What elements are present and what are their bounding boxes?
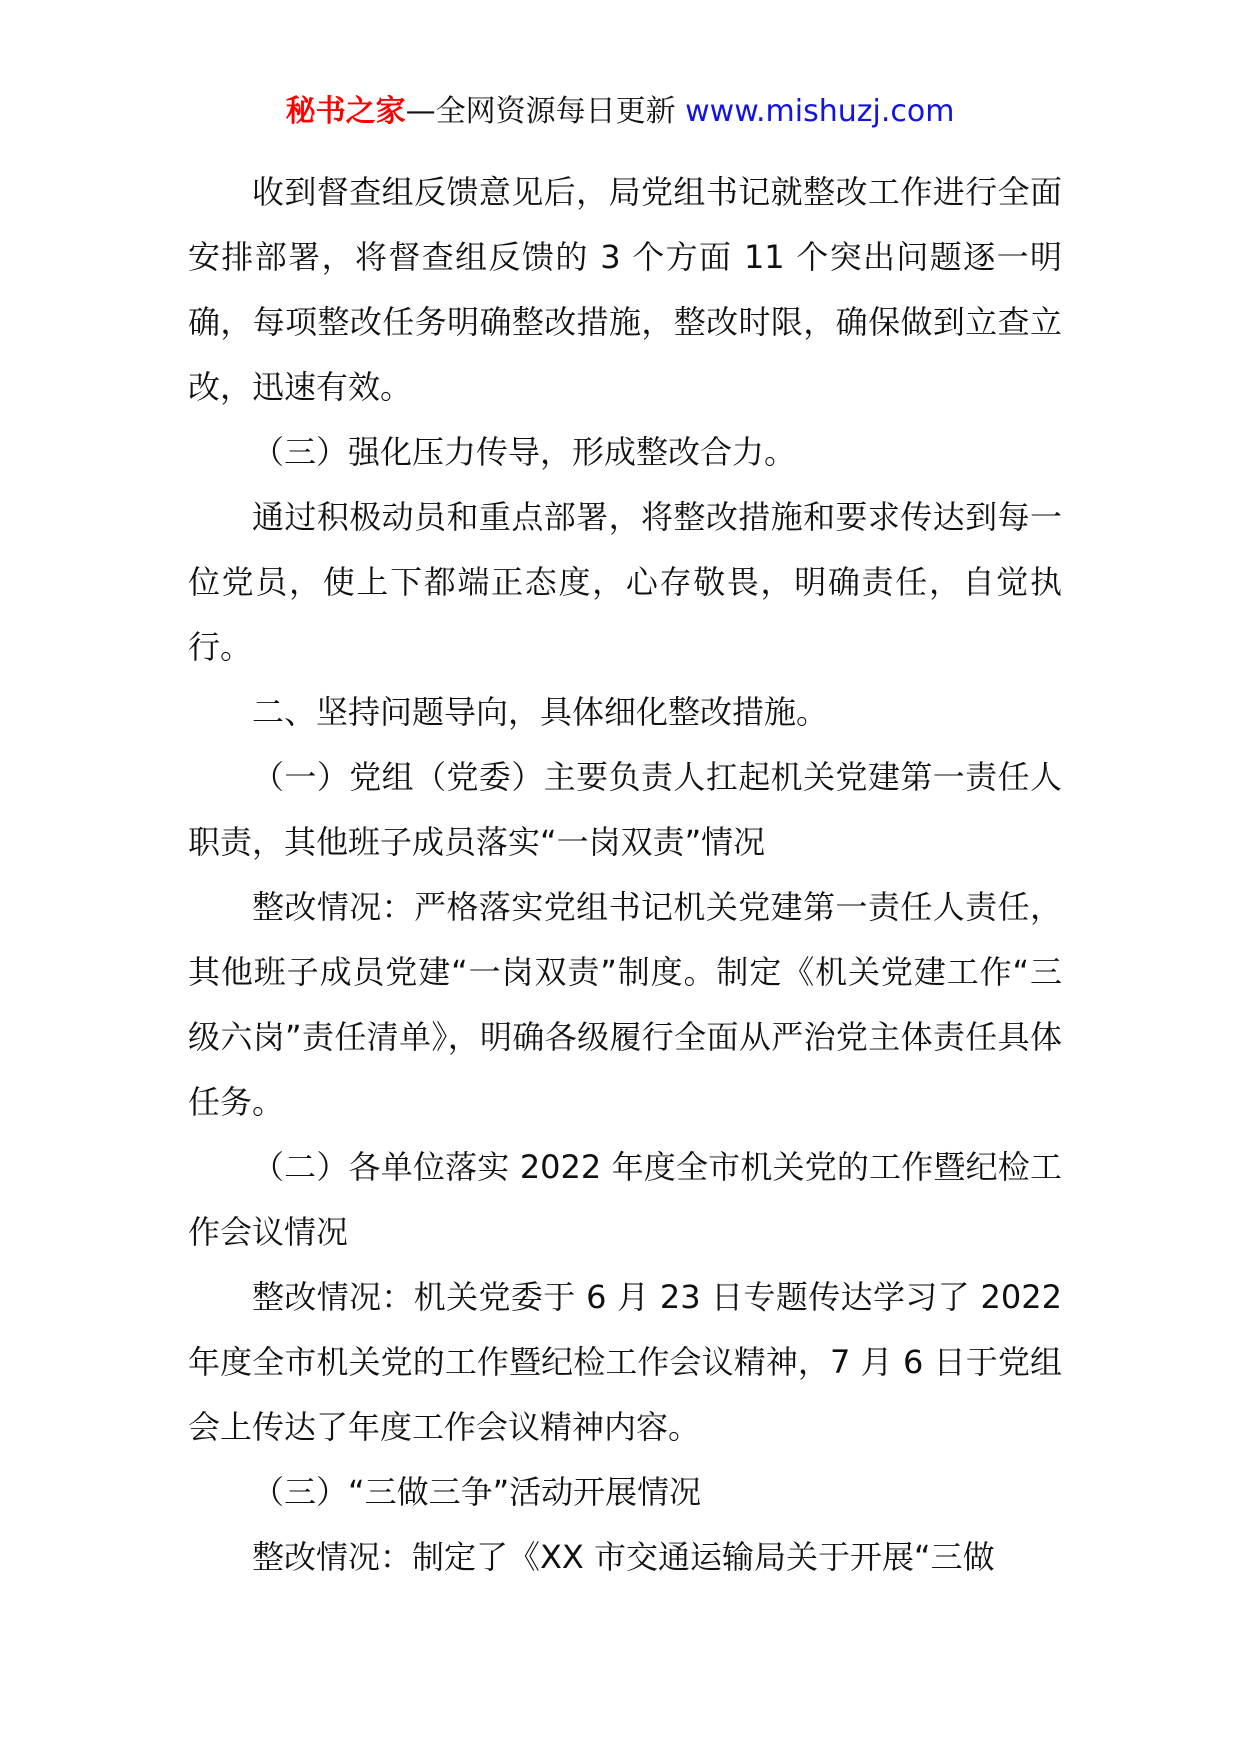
section-heading: （二）各单位落实 2022 年度全市机关党的工作暨纪检工作会议情况 bbox=[188, 1148, 1062, 1251]
section-heading: （三）“三做三争”活动开展情况 bbox=[252, 1473, 702, 1511]
page-header bbox=[0, 92, 1240, 132]
section-heading: （三）强化压力传导，形成整改合力。 bbox=[252, 433, 797, 471]
document-body bbox=[188, 160, 1062, 1590]
paragraph: 整改情况：机关党委于 6 月 23 日专题传达学习了 2022 年度全市机关党的工作暨纪检工作会议精神，7 月 6 日于党组会上传达了年度工作会议精神内容。 bbox=[188, 1278, 1062, 1446]
paragraph: 通过积极动员和重点部署，将整改措施和要求传达到每一位党员，使上下都端正态度，心存敬畏，明确责任，自觉执行。 bbox=[188, 498, 1062, 666]
header-tagline: —全网资源每日更新 bbox=[405, 94, 686, 129]
paragraph: 整改情况：严格落实党组书记机关党建第一责任人责任，其他班子成员党建“一岗双责”制度。制定《机关党建工作“三级六岗”责任清单》，明确各级履行全面从严治党主体责任具体任务。 bbox=[188, 888, 1062, 1121]
paragraph: 整改情况：制定了《XX 市交通运输局关于开展“三做 bbox=[252, 1538, 995, 1576]
brand-name: 秘书之家 bbox=[285, 94, 406, 129]
paragraph: 收到督查组反馈意见后，局党组书记就整改工作进行全面安排部署，将督查组反馈的 3 个方面 11 个突出问题逐一明确，每项整改任务明确整改措施，整改时限，确保做到立查立改，迅速有效。 bbox=[188, 173, 1062, 406]
section-heading: （一）党组（党委）主要负责人扛起机关党建第一责任人职责，其他班子成员落实“一岗双责”情况 bbox=[188, 758, 1062, 861]
section-heading: 二、坚持问题导向，具体细化整改措施。 bbox=[252, 693, 829, 731]
site-url[interactable]: www.mishuzj.com bbox=[685, 94, 955, 129]
